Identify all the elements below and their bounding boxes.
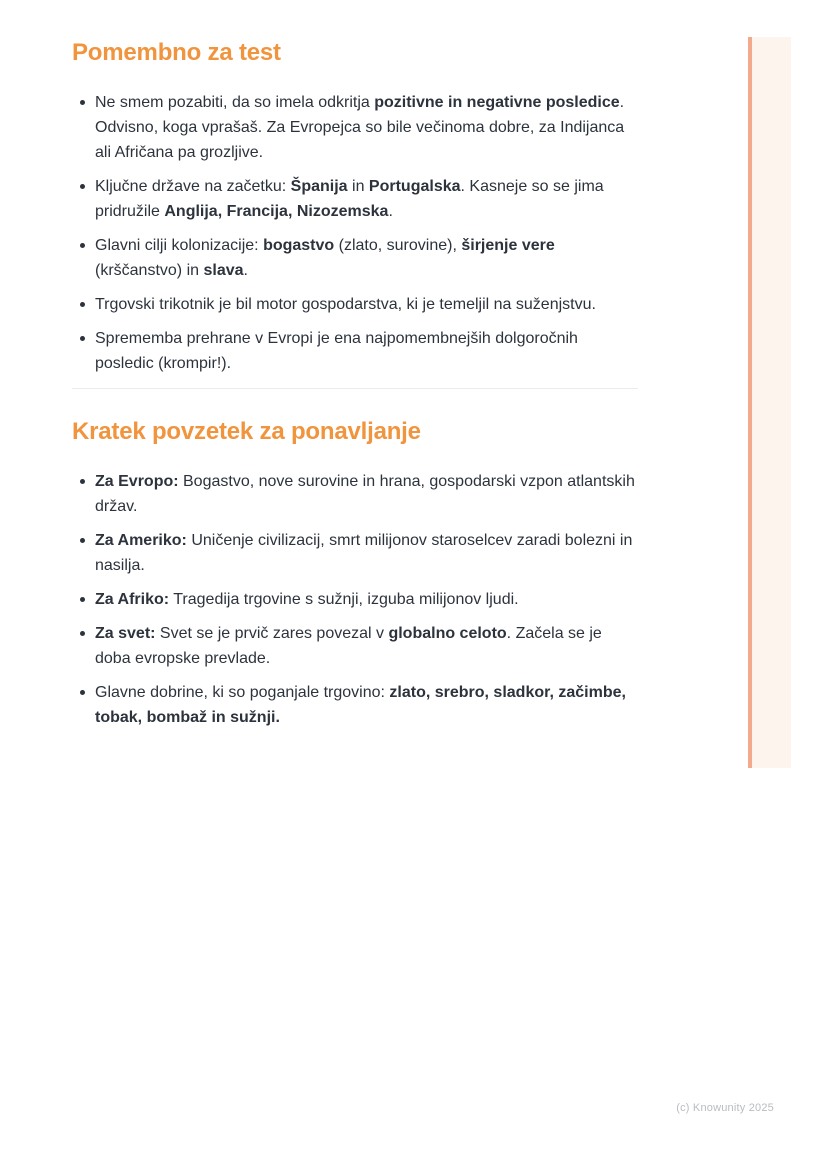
text-segment: Ključne države na začetku:: [95, 178, 291, 195]
text-segment: Uničenje civilizacij, smrt milijonov staroselcev zaradi bolezni in nasilja.: [95, 532, 633, 574]
bold-text-segment: Za Afriko:: [95, 591, 170, 608]
text-segment: (zlato, surovine),: [334, 237, 462, 254]
list-item: [95, 528, 638, 578]
list-item: [95, 621, 638, 671]
text-segment: Glavni cilji kolonizacije:: [95, 237, 264, 254]
list-item: [95, 233, 638, 283]
text-segment: in: [347, 178, 369, 195]
footer-copyright: (c) Knowunity 2025: [676, 1102, 774, 1114]
bold-text-segment: Za Ameriko:: [95, 532, 187, 549]
side-accent-fill: [752, 37, 791, 768]
bold-text-segment: globalno celoto: [388, 625, 507, 642]
note-content: [72, 38, 638, 730]
list-item: [95, 469, 638, 519]
bold-text-segment: pozitivne in negativne posledice: [374, 94, 620, 111]
bullet-list: [72, 90, 638, 376]
list-item: [95, 174, 638, 224]
bold-text-segment: Anglija, Francija, Nizozemska: [164, 203, 389, 220]
bold-text-segment: Portugalska: [368, 178, 461, 195]
section-divider: [72, 388, 638, 389]
text-segment: .: [243, 262, 248, 279]
bullet-list: [72, 469, 638, 730]
list-item: [95, 90, 638, 165]
text-segment: Trgovski trikotnik je bil motor gospodarstva, ki je temeljil na suženjstvu.: [95, 296, 596, 313]
list-item: [95, 326, 638, 376]
section-title: Kratek povzetek za ponavljanje: [72, 418, 421, 445]
bold-text-segment: Za svet:: [95, 625, 156, 642]
text-segment: (krščanstvo) in: [95, 262, 204, 279]
list-item: [95, 292, 638, 317]
bold-text-segment: zlato, srebro, sladkor, začimbe, tobak, bombaž in sužnji.: [95, 684, 626, 726]
text-segment: .: [388, 203, 393, 220]
text-segment: Sprememba prehrane v Evropi je ena najpomembnejših dolgoročnih posledic (krompir!).: [95, 330, 578, 372]
bold-text-segment: širjenje vere: [461, 237, 555, 254]
section-title: Pomembno za test: [72, 39, 281, 66]
text-segment: . Kasneje so se jima pridružile: [95, 178, 604, 220]
bold-text-segment: slava: [203, 262, 244, 279]
text-segment: Bogastvo, nove surovine in hrana, gospodarski vzpon atlantskih držav.: [95, 473, 635, 515]
text-segment: Glavne dobrine, ki so poganjale trgovino:: [95, 684, 390, 701]
text-segment: Ne smem pozabiti, da so imela odkritja: [95, 94, 375, 111]
bold-text-segment: Španija: [290, 178, 348, 195]
side-accent-bar: [748, 37, 791, 768]
text-segment: . Odvisno, koga vprašaš. Za Evropejca so bile večinoma dobre, za Indijanca ali Afričana pa grozljive.: [95, 94, 625, 161]
bold-text-segment: Za Evropo:: [95, 473, 179, 490]
text-segment: Svet se je prvič zares povezal v: [155, 625, 389, 642]
section-pomembno-za-test: [72, 38, 638, 376]
text-segment: . Začela se je doba evropske prevlade.: [95, 625, 602, 667]
text-segment: Tragedija trgovine s sužnji, izguba milijonov ljudi.: [169, 591, 519, 608]
bold-text-segment: bogastvo: [263, 237, 335, 254]
section-kratek-povzetek: [72, 417, 638, 730]
list-item: [95, 680, 638, 730]
list-item: [95, 587, 638, 612]
